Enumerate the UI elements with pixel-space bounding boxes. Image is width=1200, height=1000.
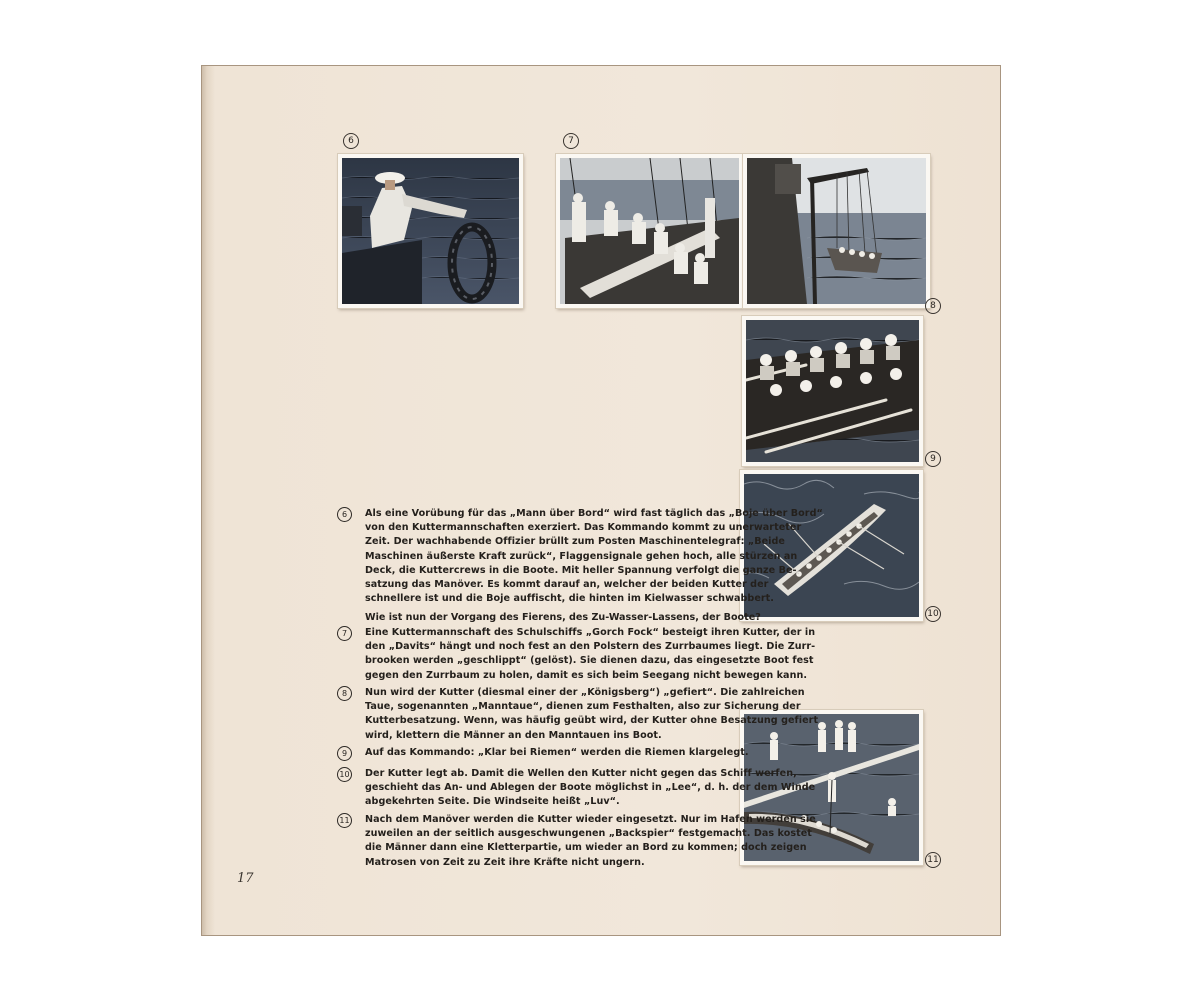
paragraph-line: abgekehrten Seite. Die Windseite heißt „Luv“. bbox=[365, 796, 620, 808]
figure-number-9: 9 bbox=[925, 451, 941, 467]
paragraph-9 bbox=[337, 746, 857, 760]
paragraph-line: die Männer dann eine Kletterpartie, um wieder an Bord zu kommen; doch zeigen bbox=[365, 842, 807, 854]
paragraph-line: Matrosen von Zeit zu Zeit ihre Kräfte nicht ungern. bbox=[365, 856, 645, 868]
paragraph-number-7: 7 bbox=[337, 626, 352, 641]
paragraph-line: geschieht das An- und Ablegen der Boote möglichst in „Lee“, d. h. der dem Winde bbox=[365, 782, 816, 794]
photo-cutter-lowering bbox=[743, 154, 930, 308]
paragraph-line: Eine Kuttermannschaft des Schulschiffs „Gorch Fock“ besteigt ihren Kutter, der in bbox=[365, 627, 816, 638]
paragraph-line: den „Davits“ hängt und noch fest an den Polstern des Zurrbaumes liegt. Die Zurr- bbox=[365, 641, 816, 653]
paragraph-line: Nach dem Manöver werden die Kutter wieder eingesetzt. Nur im Hafen werden sie bbox=[365, 814, 816, 825]
album-page bbox=[201, 65, 1001, 936]
page-number: 17 bbox=[237, 871, 254, 886]
paragraph-line: Maschinen äußerste Kraft zurück“, Flaggensignale gehen hoch, alle stürzen an bbox=[365, 550, 798, 562]
paragraph-line: brooken werden „geschlippt“ (gelöst). Sie dienen dazu, das eingesetzte Boot fest bbox=[365, 655, 814, 667]
paragraph-line: Kutterbesatzung. Wenn, was häufig geübt wird, der Kutter ohne Besatzung gefiert bbox=[365, 715, 819, 727]
photo-crew-in-davits bbox=[556, 154, 743, 308]
figure-number-11: 11 bbox=[925, 852, 941, 868]
paragraph-7 bbox=[337, 626, 857, 683]
paragraph-10 bbox=[337, 767, 857, 810]
paragraph-number-10: 10 bbox=[337, 767, 352, 782]
figure-number-8: 8 bbox=[925, 298, 941, 314]
paragraph-line: schnellere ist und die Boje auffischt, die hinten im Kielwasser schwabbert. bbox=[365, 593, 775, 605]
paragraph-line: Deck, die Kuttercrews in die Boote. Mit heller Spannung verfolgt die ganze Be- bbox=[365, 564, 797, 576]
paragraph-line: Nun wird der Kutter (diesmal einer der „Königsberg“) „gefiert“. Die zahlreichen bbox=[365, 687, 805, 698]
paragraph-line: zuweilen an der seitlich ausgeschwungenen „Backspier“ festgemacht. Das kostet bbox=[365, 828, 812, 840]
paragraph-line: wird, klettern die Männer an den Manntauen ins Boot. bbox=[365, 729, 662, 741]
paragraph-line: gegen den Zurrbaum zu holen, damit es sich beim Seegang nicht bewegen kann. bbox=[365, 669, 808, 681]
paragraph-line: Auf das Kommando: „Klar bei Riemen“ werden die Riemen klargelegt. bbox=[365, 747, 749, 758]
paragraph-number-11: 11 bbox=[337, 813, 352, 828]
paragraph-number-9: 9 bbox=[337, 746, 352, 761]
paragraph-line: Als eine Vorübung für das „Mann über Bord“ wird fast täglich das „Boje über Bord“ bbox=[365, 508, 823, 519]
paragraph-line: Taue, sogenannten „Manntaue“, dienen zum Festhalten, also zur Sicherung der bbox=[365, 701, 801, 713]
paragraph-line: Wie ist nun der Vorgang des Fierens, des Zu-Wasser-Lassens, der Boote? bbox=[365, 612, 761, 623]
photo-rowers-oars bbox=[742, 316, 923, 466]
paragraph-line: Der Kutter legt ab. Damit die Wellen den Kutter nicht gegen das Schiff werfen, bbox=[365, 768, 797, 779]
figure-number-10: 10 bbox=[925, 606, 941, 622]
paragraph-line: Zeit. Der wachhabende Offizier brüllt zum Posten Maschinentelegraf: „Beide bbox=[365, 536, 785, 548]
paragraph-line: von den Kuttermannschaften exerziert. Das Kommando kommt zu unerwarteter bbox=[365, 522, 802, 534]
figure-number-7: 7 bbox=[563, 133, 579, 149]
figure-number-6: 6 bbox=[343, 133, 359, 149]
paragraph-11 bbox=[337, 813, 857, 870]
paragraph-line: satzung das Manöver. Es kommt darauf an, welcher der beiden Kutter der bbox=[365, 579, 769, 591]
photo-sailor-lifebuoy bbox=[338, 154, 523, 308]
paragraph-number-8: 8 bbox=[337, 686, 352, 701]
paragraph-6 bbox=[337, 507, 857, 606]
paragraph-number-6: 6 bbox=[337, 507, 352, 522]
paragraph-8 bbox=[337, 686, 857, 743]
paragraph-question bbox=[337, 611, 857, 625]
